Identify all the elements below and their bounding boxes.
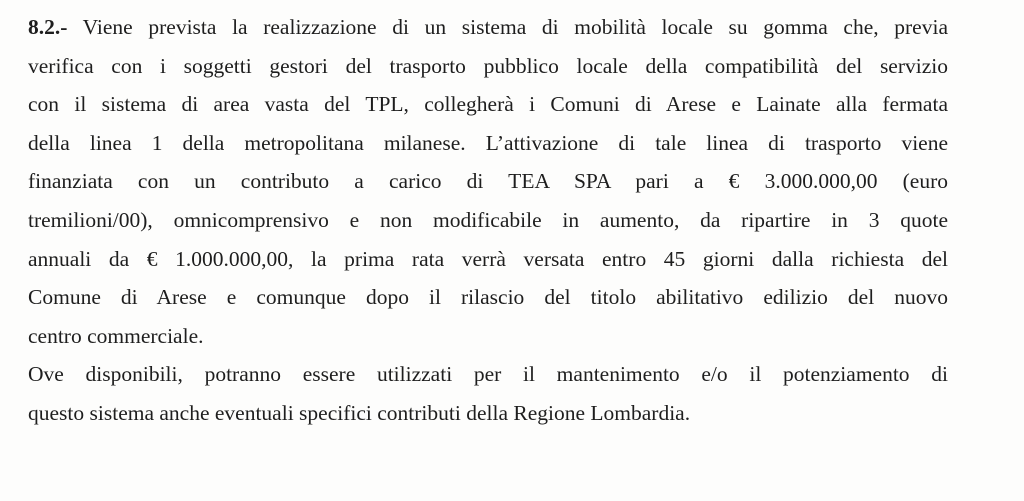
paragraph-line: centro commerciale. (28, 323, 204, 348)
paragraph-line: questo sistema anche eventuali specifici contributi della Regione Lombardia. (28, 400, 691, 425)
paragraph-line (28, 8, 948, 47)
paragraph-line: annuali da € 1.000.000,00, la prima rata verrà versata entro 45 giorni dalla richiesta del (28, 246, 948, 271)
paragraph-line: con il sistema di area vasta del TPL, collegherà i Comuni di Arese e Lainate alla fermata (28, 92, 948, 117)
document-body (28, 8, 948, 433)
paragraph-line: finanziata con un contributo a carico di TEA SPA pari a € 3.000.000,00 (euro (28, 169, 948, 194)
paragraph-contributi (28, 355, 948, 432)
paragraph-line: verifica con i soggetti gestori del trasporto pubblico locale della compatibilità del servizio (28, 53, 948, 78)
paragraph-line: tremilioni/00), omnicomprensivo e non modificabile in aumento, da ripartire in 3 quote (28, 207, 948, 232)
paragraph-line-text: Viene prevista la realizzazione di un sistema di mobilità locale su gomma che, previa (67, 15, 948, 39)
paragraph-line: Ove disponibili, potranno essere utilizzati per il mantenimento e/o il potenziamento di (28, 362, 948, 387)
paragraph-line: Comune di Arese e comunque dopo il rilascio del titolo abilitativo edilizio del nuovo (28, 285, 948, 310)
section-number: 8.2.- (28, 15, 68, 39)
paragraph-line: della linea 1 della metropolitana milanese. L’attivazione di tale linea di trasporto viene (28, 130, 948, 155)
paragraph-8-2 (28, 8, 948, 355)
